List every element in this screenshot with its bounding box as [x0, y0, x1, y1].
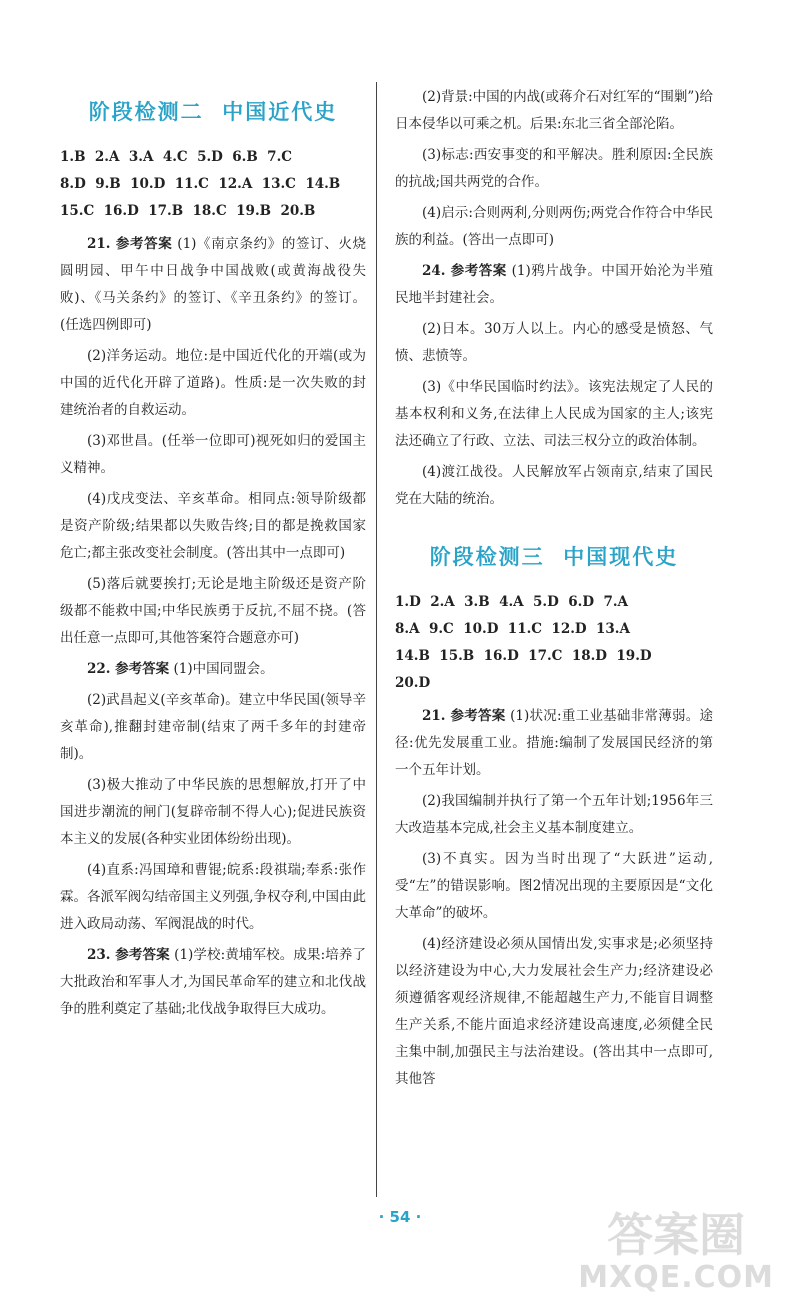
answer-text: (1)《南京条约》的签订、火烧圆明园、甲午中日战争中国战败(或黄海战役失败)、《马关条约》的签订、《辛丑条约》的签订。(任选四例即可) — [60, 236, 367, 333]
multiple-choice-answers — [395, 589, 713, 697]
answer-text: (1)学校:黄埔军校。成果:培养了大批政治和军事人才,为国民革命军的建立和北伐战争的胜利奠定了基础;北伐战争取得巨大成功。 — [60, 947, 366, 1017]
right-column — [395, 0, 713, 1093]
column-divider — [376, 82, 377, 1197]
page-number: · 54 · — [378, 1208, 422, 1226]
watermark-url: MXQE.COM — [578, 1260, 774, 1295]
answer-label: 21. 参考答案 — [87, 236, 173, 252]
answer-paragraph: (2)背景:中国的内战(或蒋介石对红军的“围剿”)给日本侵华以可乘之机。后果:东北三省全部沦陷。 — [395, 89, 714, 132]
answer-paragraph: (3)不真实。因为当时出现了“大跃进”运动,受“左”的错误影响。图2情况出现的主要原因是“文化大革命”的破坏。 — [395, 851, 713, 921]
answer-label: 21. 参考答案 — [422, 708, 506, 724]
mc-answer-row: 20.D — [395, 675, 431, 691]
answer-22 — [60, 656, 366, 683]
answer-paragraph: (2)我国编制并执行了第一个五年计划;1956年三大改造基本完成,社会主义基本制度建立。 — [395, 793, 713, 836]
answer-label: 24. 参考答案 — [422, 263, 507, 279]
answer-text: (1)状况:重工业基础非常薄弱。途径:优先发展重工业。措施:编制了发展国民经济的第一个五年计划。 — [395, 708, 714, 778]
watermark-logo — [578, 1209, 774, 1295]
answer-23 — [60, 942, 366, 1023]
mc-answer-row: 14.B 15.B 16.D 17.C 18.D 19.D — [395, 648, 652, 664]
answer-paragraph: (4)渡江战役。人民解放军占领南京,结束了国民党在大陆的统治。 — [395, 464, 713, 507]
answer-paragraph: (4)经济建设必须从国情出发,实事求是;必须坚持以经济建设为中心,大力发展社会生产力;经济建设必须遵循客观经济规律,不能超越生产力,不能盲目调整生产关系,不能片面追求经济建设高速度,必须健全民主集中制,加强民主与法治建设。(答出其中一点即可,其他答 — [395, 936, 713, 1087]
answer-text: (1)中国同盟会。 — [173, 661, 274, 677]
answer-paragraph: (4)戊戌变法、辛亥革命。相同点:领导阶级都是资产阶级;结果都以失败告终;目的都是挽救国家危亡;都主张改变社会制度。(答出其中一点即可) — [60, 491, 366, 561]
section-title-stage-test-3: 阶段检测三 中国现代史 — [429, 545, 679, 569]
answer-paragraph: (3)邓世昌。(任举一位即可)视死如归的爱国主义精神。 — [60, 433, 366, 476]
answer-paragraph: (3)《中华民国临时约法》。该宪法规定了人民的基本权利和义务,在法律上人民成为国家的主人;该宪法还确立了行政、立法、司法三权分立的政治体制。 — [395, 379, 713, 449]
answer-label: 23. 参考答案 — [87, 947, 170, 963]
answer-24 — [395, 258, 713, 312]
watermark-text: 答案圈 — [607, 1208, 746, 1262]
answer-paragraph: (3)极大推动了中华民族的思想解放,打开了中国进步潮流的闸门(复辟帝制不得人心);促进民族资本主义的发展(各种实业团体纷纷出现)。 — [60, 777, 366, 847]
section-title-stage-test-2: 阶段检测二 中国近代史 — [88, 100, 338, 124]
answer-text: (1)鸦片战争。中国开始沦为半殖民地半封建社会。 — [395, 263, 713, 306]
left-column — [60, 0, 366, 1023]
mc-answer-row: 1.B 2.A 3.A 4.C 5.D 6.B 7.C — [60, 149, 293, 165]
answer-paragraph: (5)落后就要挨打;无论是地主阶级还是资产阶级都不能救中国;中华民族勇于反抗,不屈不挠。(答出任意一点即可,其他答案符合题意亦可) — [60, 576, 366, 646]
answer-paragraph: (3)标志:西安事变的和平解决。胜利原因:全民族的抗战;国共两党的合作。 — [395, 147, 713, 190]
answer-21 — [60, 231, 366, 339]
answer-21 — [395, 703, 713, 784]
multiple-choice-answers — [60, 144, 366, 225]
answer-paragraph: (4)启示:合则两利,分则两伤;两党合作符合中华民族的利益。(答出一点即可) — [395, 205, 713, 248]
answer-paragraph: (4)直系:冯国璋和曹锟;皖系:段祺瑞;奉系:张作霖。各派军阀勾结帝国主义列强,争权夺利,中国由此进入政局动荡、军阀混战的时代。 — [60, 862, 366, 932]
mc-answer-row: 1.D 2.A 3.B 4.A 5.D 6.D 7.A — [395, 594, 629, 610]
mc-answer-row: 8.A 9.C 10.D 11.C 12.D 13.A — [395, 621, 630, 637]
answer-paragraph: (2)日本。30万人以上。内心的感受是愤怒、气愤、悲愤等。 — [395, 321, 713, 364]
answer-paragraph: (2)洋务运动。地位:是中国近代化的开端(或为中国的近代化开辟了道路)。性质:是一次失败的封建统治者的自救运动。 — [60, 348, 366, 418]
answer-paragraph: (2)武昌起义(辛亥革命)。建立中华民国(领导辛亥革命),推翻封建帝制(结束了两千多年的封建帝制)。 — [60, 692, 366, 762]
answer-label: 22. 参考答案 — [87, 661, 170, 677]
mc-answer-row: 8.D 9.B 10.D 11.C 12.A 13.C 14.B — [60, 176, 341, 192]
mc-answer-row: 15.C 16.D 17.B 18.C 19.B 20.B — [60, 203, 316, 219]
